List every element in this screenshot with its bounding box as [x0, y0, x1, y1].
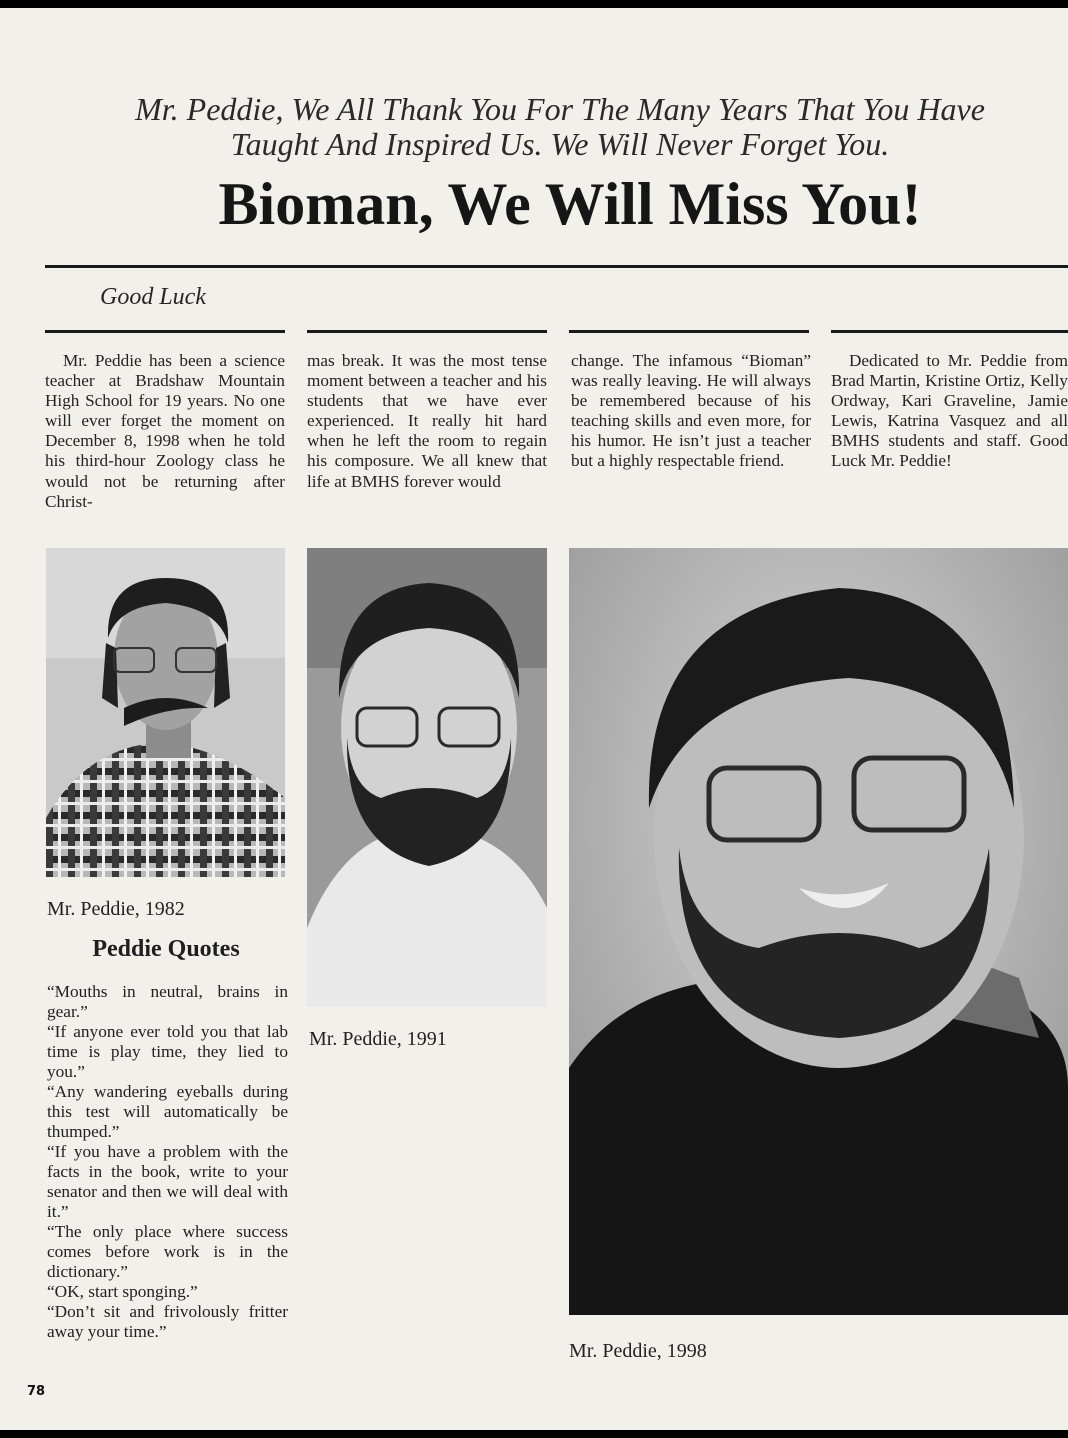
portrait-photo-1991 — [307, 548, 547, 1007]
column-rule-1 — [45, 330, 285, 333]
quote-item: “If you have a problem with the facts in the book, write to your senator and then we will deal with it.” — [47, 1142, 288, 1221]
article-column-4 — [831, 351, 1068, 472]
column-rule-4 — [831, 330, 1068, 333]
article-text-2: mas break. It was the most tense moment between a teacher and his students that we have ever experienced. It really hit hard when he left the room to regain his composure. We all knew that life at BMHS forever would — [307, 351, 547, 491]
article-column-1 — [45, 351, 285, 512]
article-text-4: Dedicated to Mr. Peddie from Brad Martin, Kristine Ortiz, Kelly Ordway, Kari Graveline, Jamie Lewis, Katrina Vasquez and all BMHS students and staff. Good Luck Mr. Peddie! — [831, 351, 1068, 471]
quotes-heading: Peddie Quotes — [92, 936, 240, 962]
page-headline: Bioman, We Will Miss You! — [218, 171, 922, 237]
portrait-photo-1982 — [46, 548, 285, 877]
page-top-edge — [0, 0, 1068, 8]
subtitle-line-1: Mr. Peddie, We All Thank You For The Many Years That You Have — [135, 91, 985, 127]
photo-caption-1982: Mr. Peddie, 1982 — [47, 898, 185, 920]
section-kicker: Good Luck — [100, 284, 206, 310]
quote-item: “OK, start sponging.” — [47, 1282, 198, 1301]
column-rule-2 — [307, 330, 547, 333]
article-text-1: Mr. Peddie has been a science teacher at Bradshaw Mountain High School for 19 years. No one will ever forget the moment on December 8, 1998 when he told his third-hour Zoology class he would not be returning after Christ- — [45, 351, 285, 511]
photo-caption-1991: Mr. Peddie, 1991 — [309, 1028, 447, 1050]
article-text-3: change. The infamous “Bioman” was really leaving. He will always be remembered because of his teaching skills and even more, for his humor. He isn’t just a teacher but a highly respectable friend. — [571, 351, 811, 471]
photo-caption-1998: Mr. Peddie, 1998 — [569, 1340, 707, 1362]
article-column-2 — [307, 351, 547, 492]
column-rule-3 — [569, 330, 809, 333]
tribute-subtitle — [40, 92, 1068, 162]
portrait-photo-1998 — [569, 548, 1068, 1315]
quotes-list — [47, 982, 288, 1342]
quote-item: “Any wandering eyeballs during this test will automatically be thumped.” — [47, 1082, 288, 1141]
quote-item: “Don’t sit and frivolously fritter away your time.” — [47, 1302, 288, 1341]
quote-item: “If anyone ever told you that lab time is play time, they lied to you.” — [47, 1022, 288, 1081]
page-bottom-edge — [0, 1430, 1068, 1438]
article-column-3 — [571, 351, 811, 472]
page-number: 78 — [27, 1384, 46, 1399]
subtitle-line-2: Taught And Inspired Us. We Will Never Forget You. — [230, 126, 890, 162]
quote-item: “Mouths in neutral, brains in gear.” — [47, 982, 288, 1021]
headline-rule — [45, 265, 1068, 268]
quote-item: “The only place where success comes before work is in the dictionary.” — [47, 1222, 288, 1281]
